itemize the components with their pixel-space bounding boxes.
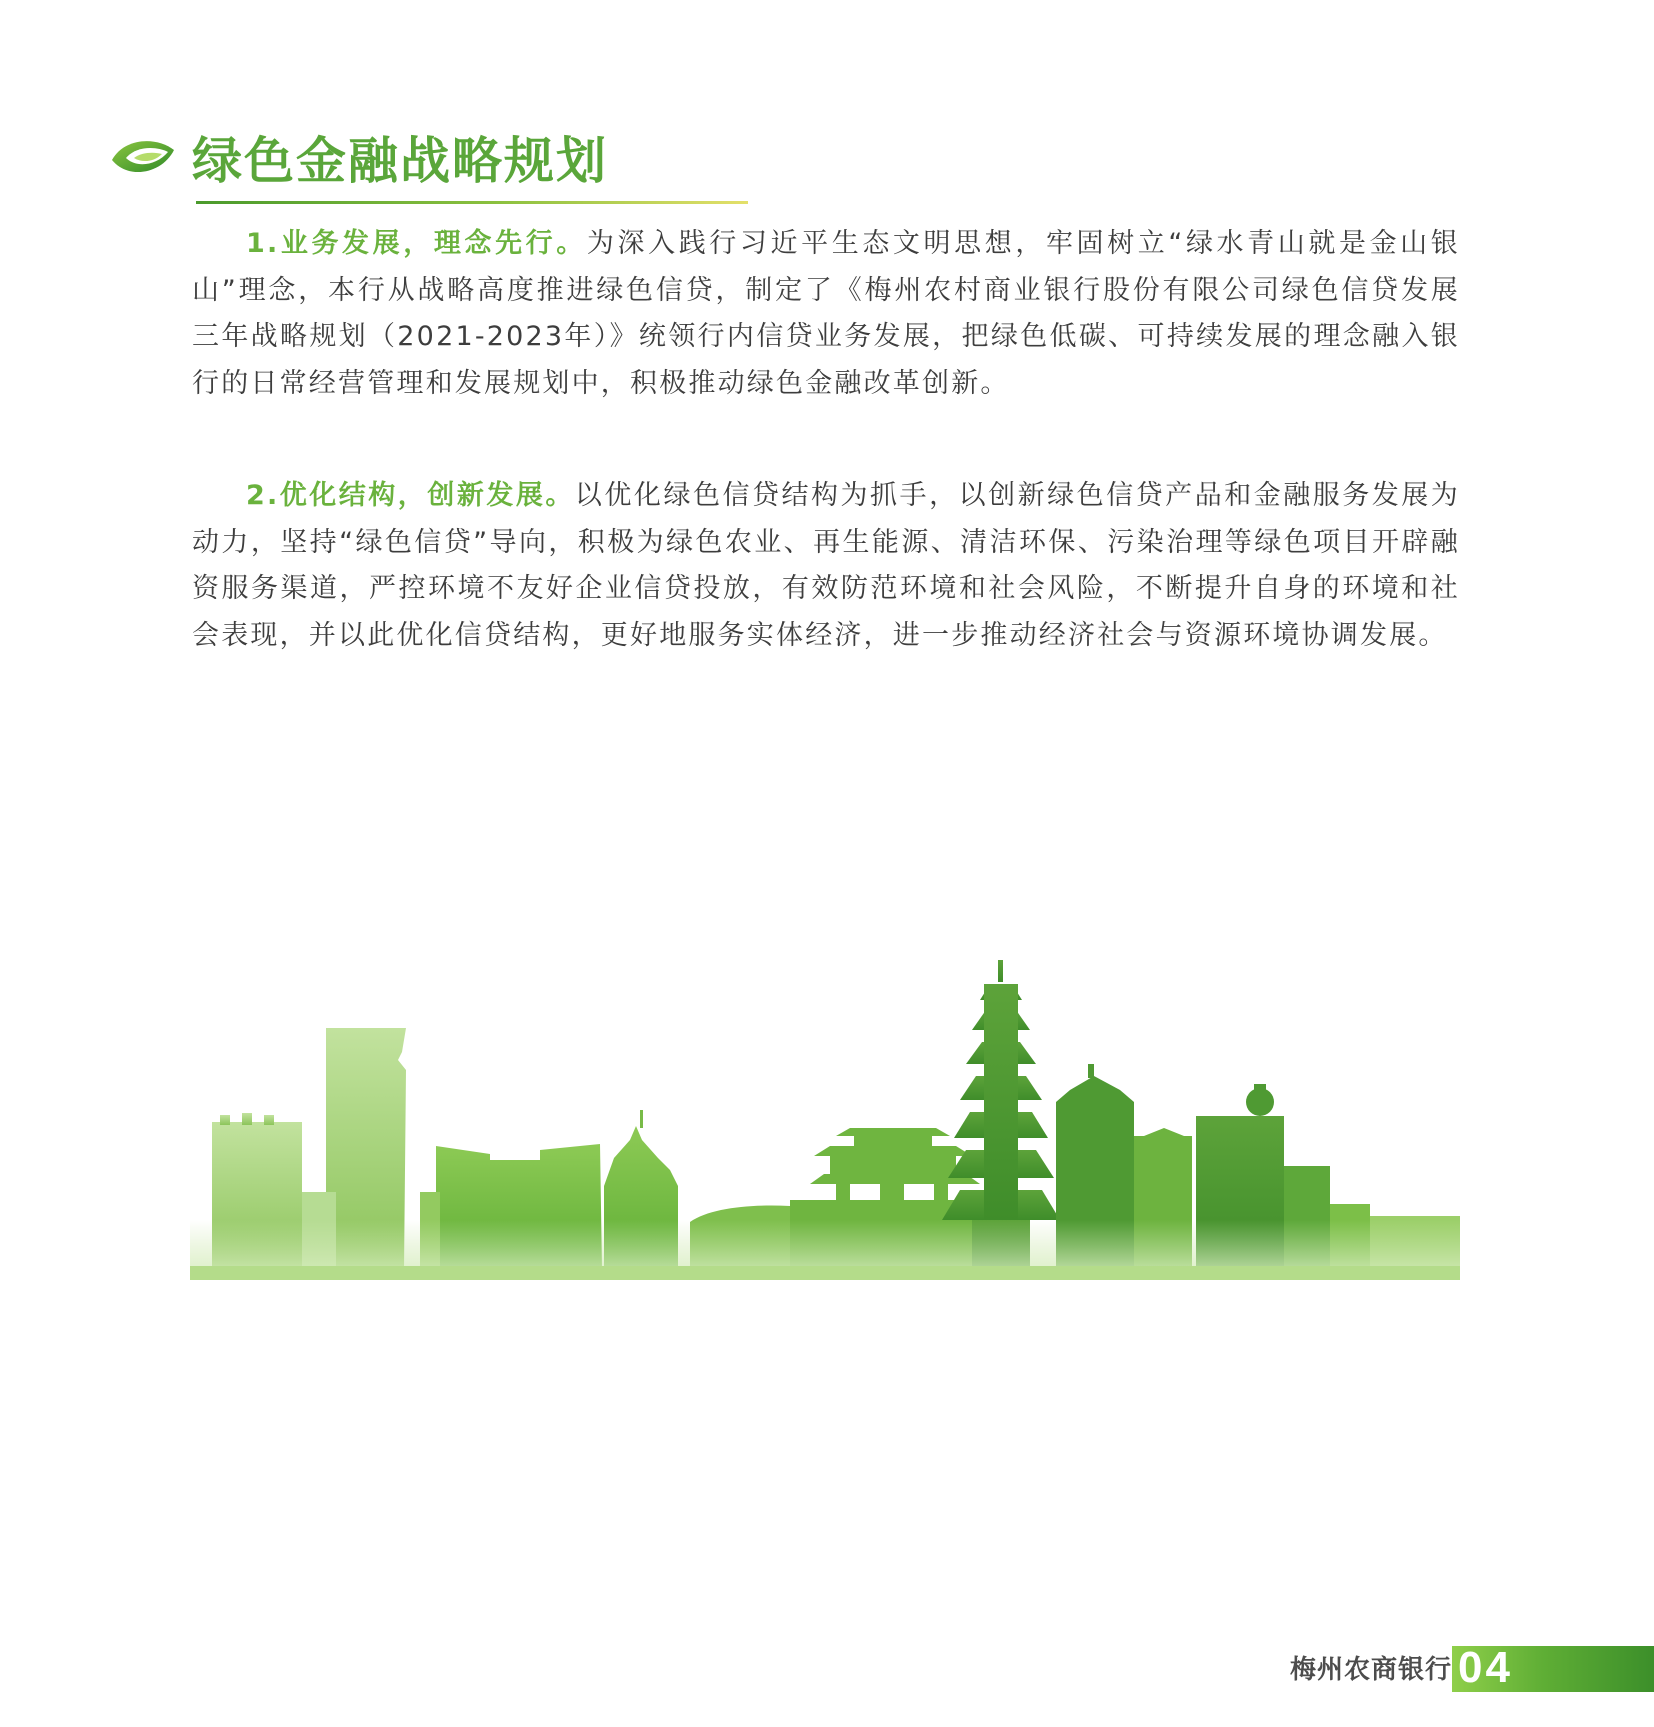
leaf-icon [110, 136, 176, 180]
green-city-skyline-illustration [190, 960, 1460, 1280]
paragraph-body: 以优化绿色信贷结构为抓手，以创新绿色信贷产品和金融服务发展为动力，坚持“绿色信贷”导向，积极为绿色农业、再生能源、清洁环保、污染治理等绿色项目开辟融资服务渠道，严控环境不友好企业信贷投放，有效防范环境和社会风险，不断提升自身的环境和社会表现，并以此优化信贷结构，更好地服务实体经济，进一步推动经济社会与资源环境协调发展。 [192, 480, 1461, 651]
paragraph-lead: 2.优化结构，创新发展。 [246, 480, 575, 511]
paragraph-body: 为深入践行习近平生态文明思想，牢固树立“绿水青山就是金山银山”理念，本行从战略高度推进绿色信贷，制定了《梅州农村商业银行股份有限公司绿色信贷发展三年战略规划（2021-2023年）》统领行内信贷业务发展，把绿色低碳、可持续发展的理念融入银行的日常经营管理和发展规划中，积极推动绿色金融改革创新。 [192, 228, 1460, 399]
footer-bank-name: 梅州农商银行 [1289, 1655, 1452, 1685]
paragraph-lead: 1.业务发展，理念先行。 [246, 228, 587, 259]
title-underline [196, 201, 748, 204]
page-title: 绿色金融战略规划 [192, 132, 608, 190]
paragraph-business-development [192, 221, 1460, 407]
paragraph-structure-optimization [192, 473, 1460, 659]
page-number: 04 [1458, 1643, 1513, 1692]
